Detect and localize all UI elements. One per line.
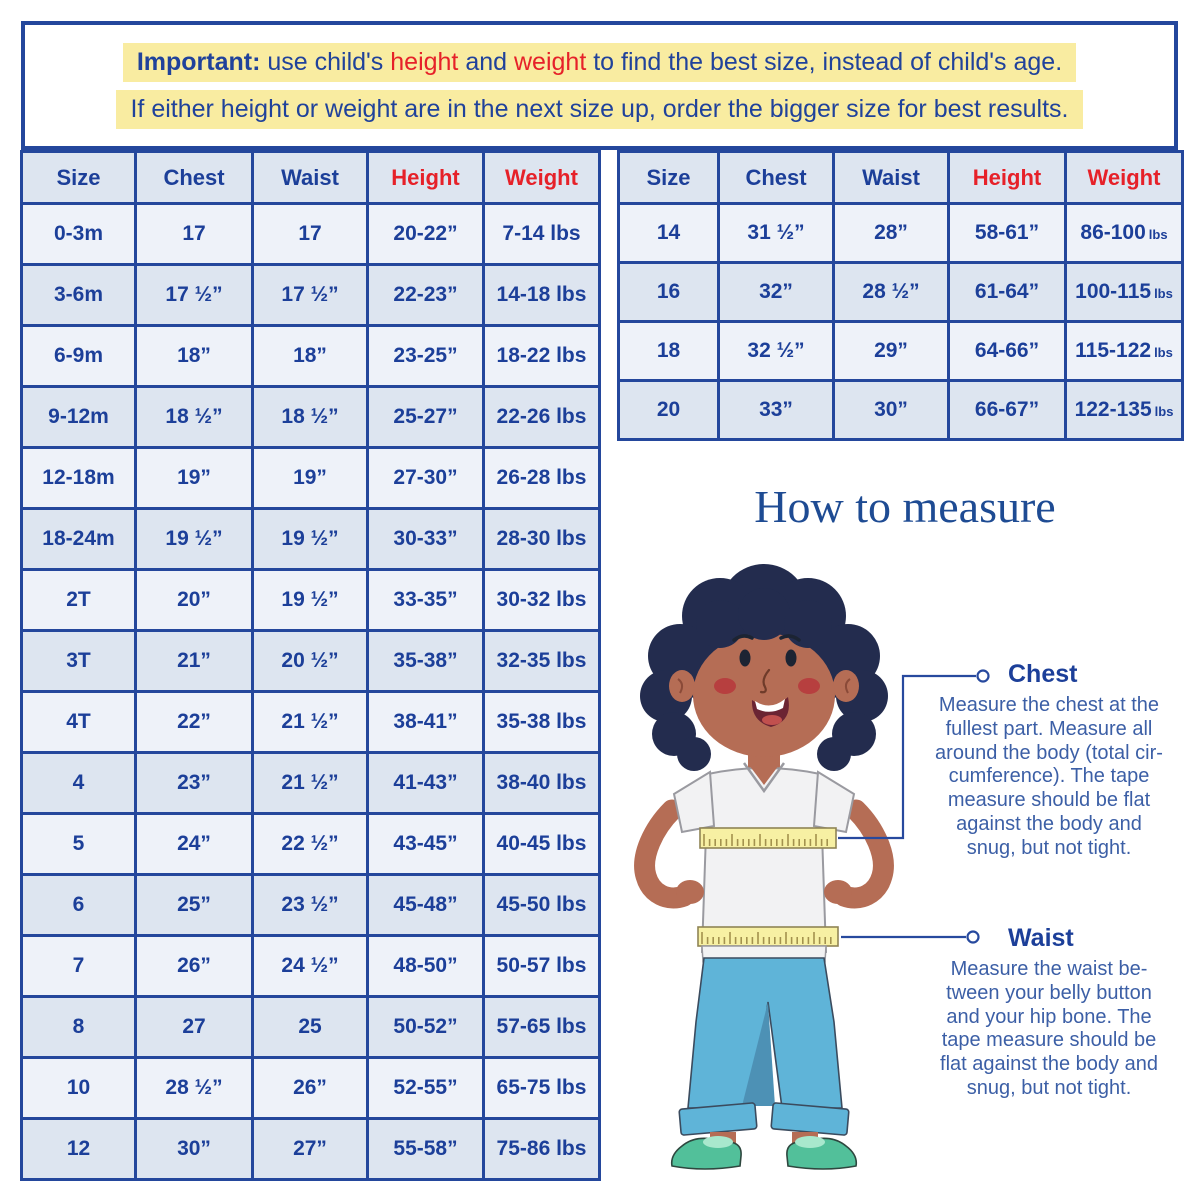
cell-weight xyxy=(1066,204,1183,263)
cell-height: 61-64” xyxy=(949,263,1066,322)
fist-right xyxy=(824,880,852,904)
cell-height: 41-43” xyxy=(368,753,484,814)
cheek-right xyxy=(798,678,820,694)
notice-line-1: Important: use child's height and weight to find the best size, instead of child's age. xyxy=(123,43,1076,82)
cell-height: 45-48” xyxy=(368,875,484,936)
table-row xyxy=(22,1119,600,1180)
chest-callout-label: Chest xyxy=(1008,660,1078,688)
cell-size: 14 xyxy=(619,204,719,263)
chest-tape-measure xyxy=(700,828,836,848)
weight-value: 115-122 xyxy=(1075,339,1152,362)
col-header-chest: Chest xyxy=(136,152,253,204)
cell-weight: 18-22 lbs xyxy=(484,326,600,387)
cell-height: 25-27” xyxy=(368,387,484,448)
chest-connector-dot xyxy=(978,671,989,682)
col-header-size: Size xyxy=(619,152,719,204)
col-header-waist: Waist xyxy=(253,152,368,204)
cell-weight: 65-75 lbs xyxy=(484,1058,600,1119)
waist-instructions: Measure the waist be- tween your belly button and your hip bone. The tape measure should be flat against the body and snug, but not tight. xyxy=(940,958,1158,1099)
table-row xyxy=(619,204,1183,263)
cell-waist: 24 ½” xyxy=(253,936,368,997)
eye-left xyxy=(740,650,751,667)
weight-unit: lbs xyxy=(1154,345,1173,360)
cell-chest: 21” xyxy=(136,631,253,692)
col-header-waist: Waist xyxy=(834,152,949,204)
cell-height: 58-61” xyxy=(949,204,1066,263)
cell-height: 30-33” xyxy=(368,509,484,570)
cell-chest: 22” xyxy=(136,692,253,753)
col-header-chest: Chest xyxy=(719,152,834,204)
cell-waist: 18 ½” xyxy=(253,387,368,448)
cell-weight: 57-65 lbs xyxy=(484,997,600,1058)
cell-chest: 18 ½” xyxy=(136,387,253,448)
table-row xyxy=(22,631,600,692)
cell-chest: 31 ½” xyxy=(719,204,834,263)
cell-waist: 19 ½” xyxy=(253,509,368,570)
cell-waist: 17 xyxy=(253,204,368,265)
table-row xyxy=(619,381,1183,440)
table-row xyxy=(22,1058,600,1119)
col-header-weight: Weight xyxy=(1066,152,1183,204)
cell-height: 52-55” xyxy=(368,1058,484,1119)
cell-size: 12-18m xyxy=(22,448,136,509)
cell-height: 55-58” xyxy=(368,1119,484,1180)
header-row xyxy=(22,152,600,204)
table-row xyxy=(22,936,600,997)
col-header-weight: Weight xyxy=(484,152,600,204)
cell-chest: 32 ½” xyxy=(719,322,834,381)
how-to-measure-title: How to measure xyxy=(754,481,1056,532)
table-row xyxy=(22,204,600,265)
cell-waist: 21 ½” xyxy=(253,692,368,753)
table-row xyxy=(22,997,600,1058)
cell-size: 8 xyxy=(22,997,136,1058)
notice-height-word: height xyxy=(390,47,459,76)
cell-height: 50-52” xyxy=(368,997,484,1058)
important-notice-banner xyxy=(21,21,1178,150)
cell-chest: 17 xyxy=(136,204,253,265)
cell-weight: 28-30 lbs xyxy=(484,509,600,570)
waist-callout-label: Waist xyxy=(1008,924,1074,952)
cell-size: 4 xyxy=(22,753,136,814)
cell-weight: 75-86 lbs xyxy=(484,1119,600,1180)
cell-size: 6 xyxy=(22,875,136,936)
notice-line-2: If either height or weight are in the next size up, order the bigger size for best results. xyxy=(116,90,1082,129)
cell-chest: 30” xyxy=(136,1119,253,1180)
cell-size: 12 xyxy=(22,1119,136,1180)
table-row xyxy=(22,509,600,570)
cell-chest: 28 ½” xyxy=(136,1058,253,1119)
weight-unit: lbs xyxy=(1154,286,1173,301)
cell-waist: 26” xyxy=(253,1058,368,1119)
cell-size: 18-24m xyxy=(22,509,136,570)
cell-size: 0-3m xyxy=(22,204,136,265)
cell-waist: 19” xyxy=(253,448,368,509)
chest-instructions: Measure the chest at the fullest part. Measure all around the body (total cir- cumference). The tape measure should be flat against the body and snug, but not tight. xyxy=(935,694,1163,859)
cell-weight: 22-26 lbs xyxy=(484,387,600,448)
cell-weight: 35-38 lbs xyxy=(484,692,600,753)
cell-size: 10 xyxy=(22,1058,136,1119)
cell-waist: 28” xyxy=(834,204,949,263)
cell-waist: 28 ½” xyxy=(834,263,949,322)
cell-size: 20 xyxy=(619,381,719,440)
cell-waist: 23 ½” xyxy=(253,875,368,936)
waist-tape-measure xyxy=(698,927,838,946)
cell-size: 2T xyxy=(22,570,136,631)
cell-height: 23-25” xyxy=(368,326,484,387)
cell-size: 3T xyxy=(22,631,136,692)
table-row xyxy=(22,692,600,753)
cell-size: 16 xyxy=(619,263,719,322)
cell-waist: 20 ½” xyxy=(253,631,368,692)
cell-size: 7 xyxy=(22,936,136,997)
cell-chest: 24” xyxy=(136,814,253,875)
cell-chest: 18” xyxy=(136,326,253,387)
cell-weight xyxy=(1066,381,1183,440)
cell-weight: 40-45 lbs xyxy=(484,814,600,875)
cell-weight: 14-18 lbs xyxy=(484,265,600,326)
cell-weight: 26-28 lbs xyxy=(484,448,600,509)
cell-waist: 17 ½” xyxy=(253,265,368,326)
cell-size: 9-12m xyxy=(22,387,136,448)
table-row xyxy=(22,387,600,448)
cell-chest: 26” xyxy=(136,936,253,997)
notice-weight-word: weight xyxy=(514,47,587,76)
fist-left xyxy=(676,880,704,904)
table-row xyxy=(22,326,600,387)
cell-height: 27-30” xyxy=(368,448,484,509)
table-row xyxy=(22,814,600,875)
cell-weight xyxy=(1066,263,1183,322)
cell-chest: 20” xyxy=(136,570,253,631)
cell-chest: 32” xyxy=(719,263,834,322)
cell-waist: 29” xyxy=(834,322,949,381)
cell-height: 43-45” xyxy=(368,814,484,875)
table-row xyxy=(22,875,600,936)
pant-cuffs xyxy=(679,1103,849,1136)
cell-size: 6-9m xyxy=(22,326,136,387)
cell-size: 4T xyxy=(22,692,136,753)
weight-unit: lbs xyxy=(1154,404,1174,419)
cell-height: 33-35” xyxy=(368,570,484,631)
size-chart-large-sizes xyxy=(617,150,1184,441)
face xyxy=(693,633,835,757)
cell-waist: 27” xyxy=(253,1119,368,1180)
cell-height: 48-50” xyxy=(368,936,484,997)
weight-value: 86-100 xyxy=(1080,221,1146,244)
table-row xyxy=(619,322,1183,381)
table-row xyxy=(22,265,600,326)
cell-waist: 22 ½” xyxy=(253,814,368,875)
cell-height: 64-66” xyxy=(949,322,1066,381)
cell-chest: 25” xyxy=(136,875,253,936)
weight-value: 100-115 xyxy=(1075,280,1152,303)
cell-height: 35-38” xyxy=(368,631,484,692)
cell-size: 3-6m xyxy=(22,265,136,326)
cell-waist: 25 xyxy=(253,997,368,1058)
cell-height: 66-67” xyxy=(949,381,1066,440)
cell-waist: 30” xyxy=(834,381,949,440)
cell-weight: 38-40 lbs xyxy=(484,753,600,814)
cell-height: 20-22” xyxy=(368,204,484,265)
table-row xyxy=(22,448,600,509)
shoes xyxy=(672,1136,857,1169)
table-row xyxy=(22,570,600,631)
cell-weight: 32-35 lbs xyxy=(484,631,600,692)
weight-unit: lbs xyxy=(1148,227,1168,242)
waist-connector-dot xyxy=(968,932,979,943)
cell-height: 38-41” xyxy=(368,692,484,753)
eye-right xyxy=(786,650,797,667)
header-row xyxy=(619,152,1183,204)
tongue xyxy=(762,715,782,725)
cell-height: 22-23” xyxy=(368,265,484,326)
cell-chest: 33” xyxy=(719,381,834,440)
cell-chest: 27 xyxy=(136,997,253,1058)
col-header-size: Size xyxy=(22,152,136,204)
weight-value: 122-135 xyxy=(1074,398,1152,421)
cell-weight: 30-32 lbs xyxy=(484,570,600,631)
cell-weight: 50-57 lbs xyxy=(484,936,600,997)
size-chart-small-sizes xyxy=(20,150,601,1181)
cell-size: 5 xyxy=(22,814,136,875)
table-row xyxy=(22,753,600,814)
cell-chest: 19 ½” xyxy=(136,509,253,570)
cell-weight: 7-14 lbs xyxy=(484,204,600,265)
cheek-left xyxy=(714,678,736,694)
col-header-height: Height xyxy=(368,152,484,204)
col-header-height: Height xyxy=(949,152,1066,204)
cell-waist: 18” xyxy=(253,326,368,387)
cell-size: 18 xyxy=(619,322,719,381)
child-illustration xyxy=(618,550,938,1175)
cell-chest: 19” xyxy=(136,448,253,509)
table-row xyxy=(619,263,1183,322)
cell-weight: 45-50 lbs xyxy=(484,875,600,936)
notice-important-word: Important: xyxy=(136,47,261,76)
cell-waist: 19 ½” xyxy=(253,570,368,631)
cell-chest: 23” xyxy=(136,753,253,814)
cell-chest: 17 ½” xyxy=(136,265,253,326)
cell-weight xyxy=(1066,322,1183,381)
cell-waist: 21 ½” xyxy=(253,753,368,814)
